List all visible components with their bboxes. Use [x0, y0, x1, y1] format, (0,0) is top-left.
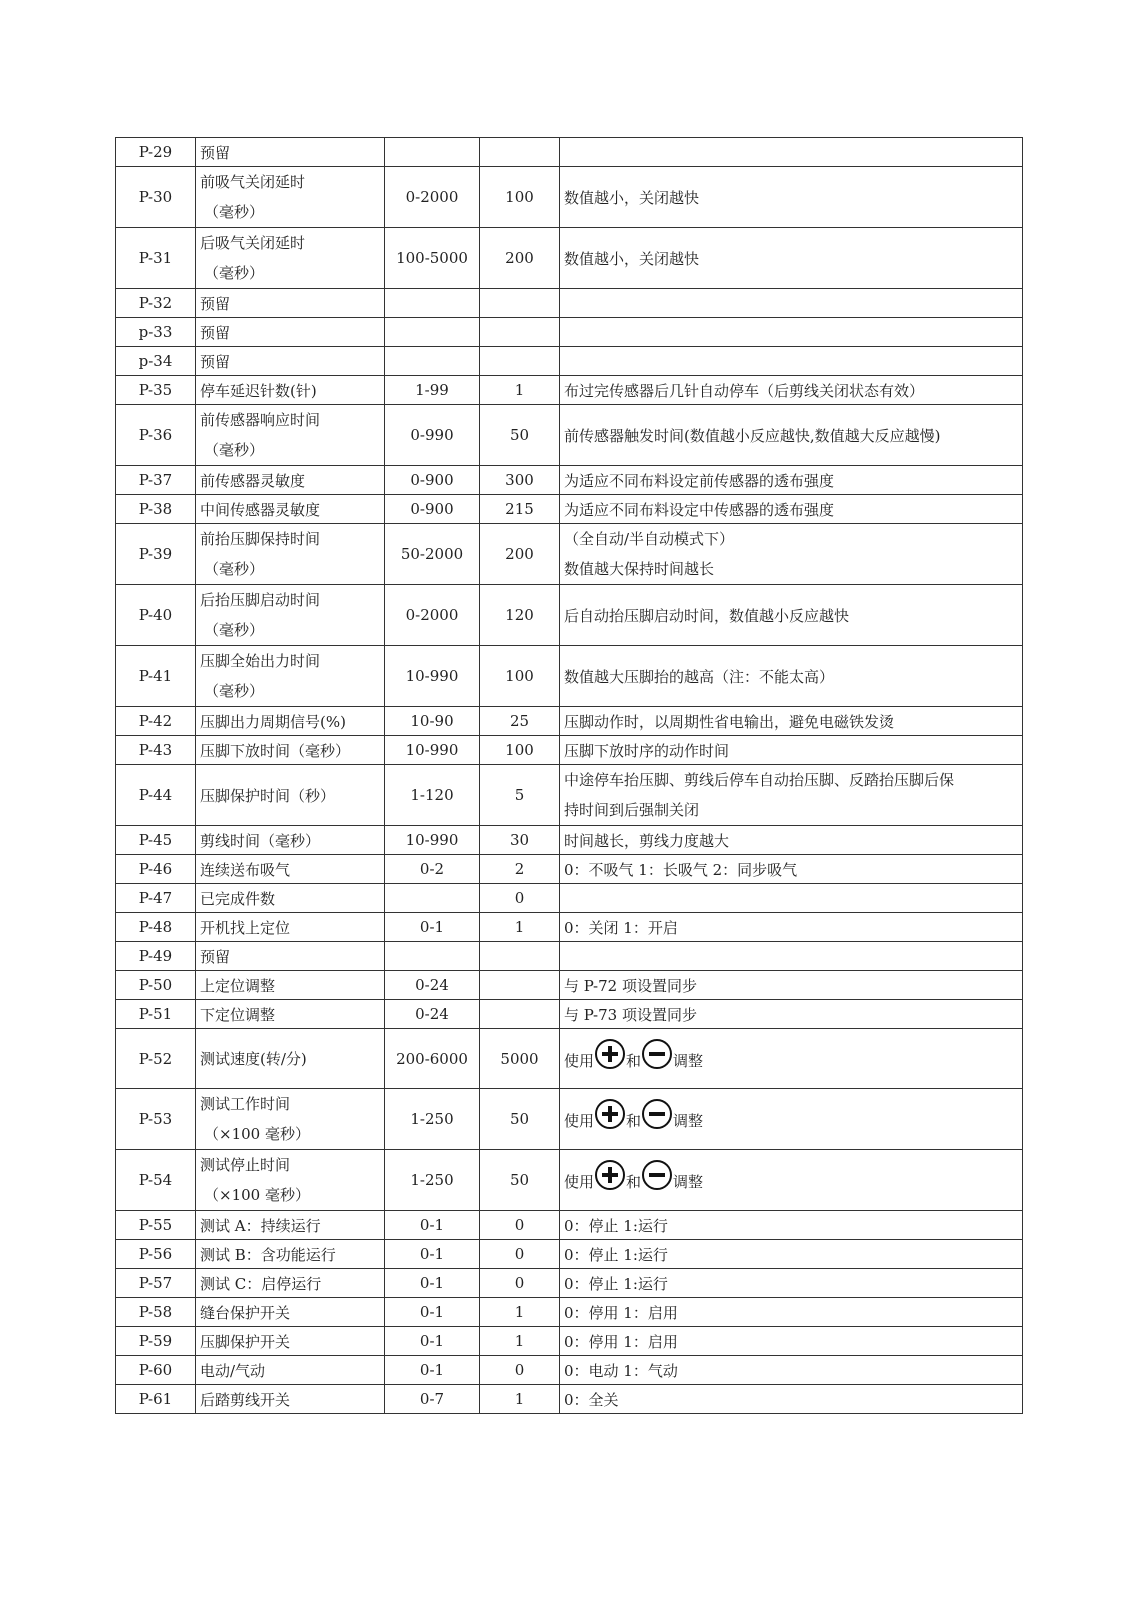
param-name-line: （×100 毫秒） [204, 1186, 310, 1204]
param-name: 后踏剪线开关 [196, 1385, 385, 1414]
param-default: 100 [480, 736, 560, 765]
param-description: 时间越长，剪线力度越大 [560, 826, 1023, 855]
param-name-line: 测试工作时间 [200, 1095, 291, 1113]
param-description [560, 1029, 1023, 1089]
param-range: 200-6000 [385, 1029, 480, 1089]
param-default: 1 [480, 1327, 560, 1356]
param-description [560, 318, 1023, 347]
minus-circle-icon [642, 1039, 672, 1069]
table-row [116, 765, 1023, 826]
param-name [196, 1150, 385, 1211]
table-row [116, 1000, 1023, 1029]
param-description: 为适应不同布料设定前传感器的透布强度 [560, 466, 1023, 495]
param-code: P-35 [116, 376, 196, 405]
param-range [385, 318, 480, 347]
param-name [196, 167, 385, 228]
parameter-table [115, 137, 1023, 1414]
param-default: 100 [480, 167, 560, 228]
param-description [560, 289, 1023, 318]
param-default: 30 [480, 826, 560, 855]
desc-text: 调整 [673, 1112, 704, 1130]
param-range: 0-2 [385, 855, 480, 884]
table-row [116, 466, 1023, 495]
param-name-line: 后抬压脚启动时间 [200, 591, 321, 609]
param-description [560, 138, 1023, 167]
table-row [116, 884, 1023, 913]
table-row [116, 495, 1023, 524]
desc-text: 和 [626, 1051, 642, 1070]
param-description: 0：停止 1:运行 [560, 1240, 1023, 1269]
param-name: 压脚保护时间（秒） [196, 765, 385, 826]
table-row [116, 971, 1023, 1000]
table-row [116, 855, 1023, 884]
param-range: 0-7 [385, 1385, 480, 1414]
param-description: 压脚下放时序的动作时间 [560, 736, 1023, 765]
param-description: 0：不吸气 1：长吸气 2：同步吸气 [560, 855, 1023, 884]
param-description: 为适应不同布料设定中传感器的透布强度 [560, 495, 1023, 524]
param-range [385, 942, 480, 971]
param-name: 连续送布吸气 [196, 855, 385, 884]
minus-circle-icon [642, 1160, 672, 1190]
param-range: 1-120 [385, 765, 480, 826]
param-code: P-40 [116, 585, 196, 646]
param-name: 前传感器灵敏度 [196, 466, 385, 495]
param-name: 停车延迟针数(针) [196, 376, 385, 405]
param-code: P-43 [116, 736, 196, 765]
param-default [480, 347, 560, 376]
param-range: 0-1 [385, 1327, 480, 1356]
param-range: 10-90 [385, 707, 480, 736]
param-code: P-50 [116, 971, 196, 1000]
param-description: 后自动抬压脚启动时间，数值越小反应越快 [560, 585, 1023, 646]
desc-text: 使用 [564, 1173, 595, 1191]
parameter-rows [116, 138, 1023, 1414]
param-default: 200 [480, 228, 560, 289]
param-default: 0 [480, 1356, 560, 1385]
param-default [480, 289, 560, 318]
param-range: 0-1 [385, 1269, 480, 1298]
param-name-line: （毫秒） [204, 203, 265, 221]
param-default: 50 [480, 1150, 560, 1211]
param-name: 压脚保护开关 [196, 1327, 385, 1356]
param-default: 1 [480, 1298, 560, 1327]
param-code: P-45 [116, 826, 196, 855]
param-default: 200 [480, 524, 560, 585]
param-description: 与 P-72 项设置同步 [560, 971, 1023, 1000]
param-code: P-44 [116, 765, 196, 826]
param-range [385, 884, 480, 913]
param-code: P-48 [116, 913, 196, 942]
param-name: 测试 A：持续运行 [196, 1211, 385, 1240]
param-description: 数值越大压脚抬的越高（注：不能太高） [560, 646, 1023, 707]
param-code: P-61 [116, 1385, 196, 1414]
param-name: 中间传感器灵敏度 [196, 495, 385, 524]
param-description [560, 347, 1023, 376]
table-row [116, 167, 1023, 228]
param-range: 100-5000 [385, 228, 480, 289]
param-description: 前传感器触发时间(数值越小反应越快,数值越大反应越慢) [560, 405, 1023, 466]
table-row [116, 1327, 1023, 1356]
desc-text: 使用 [564, 1112, 595, 1130]
param-code: P-51 [116, 1000, 196, 1029]
param-range: 1-99 [385, 376, 480, 405]
table-row [116, 707, 1023, 736]
param-default [480, 971, 560, 1000]
table-row [116, 1029, 1023, 1089]
plus-circle-icon [595, 1039, 625, 1069]
param-code: P-54 [116, 1150, 196, 1211]
param-description: 0：停用 1：启用 [560, 1298, 1023, 1327]
param-default: 120 [480, 585, 560, 646]
param-name-line: （毫秒） [204, 682, 265, 700]
param-range: 0-2000 [385, 585, 480, 646]
param-code: P-58 [116, 1298, 196, 1327]
param-name: 缝台保护开关 [196, 1298, 385, 1327]
param-range: 1-250 [385, 1150, 480, 1211]
desc-text: 使用 [564, 1051, 595, 1070]
param-description: 0：关闭 1：开启 [560, 913, 1023, 942]
param-description-line: 持时间到后强制关闭 [564, 801, 700, 819]
plus-circle-icon [595, 1099, 625, 1129]
param-name: 已完成件数 [196, 884, 385, 913]
table-row [116, 585, 1023, 646]
table-row [116, 376, 1023, 405]
param-code: P-32 [116, 289, 196, 318]
param-range [385, 347, 480, 376]
param-default: 215 [480, 495, 560, 524]
table-row [116, 736, 1023, 765]
param-default: 0 [480, 1269, 560, 1298]
param-name: 测试速度(转/分) [196, 1029, 385, 1089]
desc-text: 调整 [673, 1051, 704, 1070]
table-row [116, 1385, 1023, 1414]
param-code: P-42 [116, 707, 196, 736]
param-code: P-47 [116, 884, 196, 913]
param-code: P-49 [116, 942, 196, 971]
param-name-line: （毫秒） [204, 621, 265, 639]
plus-circle-icon [595, 1160, 625, 1190]
param-code: P-36 [116, 405, 196, 466]
param-description [560, 765, 1023, 826]
param-range: 0-900 [385, 495, 480, 524]
param-name-line: （毫秒） [204, 441, 265, 459]
param-name-line: （毫秒） [204, 560, 265, 578]
param-description: 压脚动作时，以周期性省电输出，避免电磁铁发烫 [560, 707, 1023, 736]
param-code: P-57 [116, 1269, 196, 1298]
table-row [116, 138, 1023, 167]
table-row [116, 1298, 1023, 1327]
table-row [116, 318, 1023, 347]
table-row [116, 228, 1023, 289]
table-row [116, 347, 1023, 376]
param-description [560, 884, 1023, 913]
table-row [116, 289, 1023, 318]
table-row [116, 524, 1023, 585]
param-name: 开机找上定位 [196, 913, 385, 942]
param-range: 1-250 [385, 1089, 480, 1150]
param-name [196, 524, 385, 585]
param-description-line: （全自动/半自动模式下） [564, 530, 735, 548]
param-name: 下定位调整 [196, 1000, 385, 1029]
param-description: 0：电动 1：气动 [560, 1356, 1023, 1385]
param-description-line: 中途停车抬压脚、剪线后停车自动抬压脚、反踏抬压脚后保 [564, 771, 955, 789]
param-code: P-39 [116, 524, 196, 585]
param-code: P-41 [116, 646, 196, 707]
table-row [116, 1269, 1023, 1298]
table-row [116, 1211, 1023, 1240]
param-code: p-34 [116, 347, 196, 376]
param-code: P-29 [116, 138, 196, 167]
param-name-line: 前吸气关闭延时 [200, 173, 306, 191]
param-range: 0-2000 [385, 167, 480, 228]
param-name [196, 646, 385, 707]
param-default: 1 [480, 1385, 560, 1414]
param-name-line: 后吸气关闭延时 [200, 234, 306, 252]
param-code: P-31 [116, 228, 196, 289]
param-range: 0-1 [385, 913, 480, 942]
table-row [116, 405, 1023, 466]
param-description [560, 942, 1023, 971]
param-code: P-37 [116, 466, 196, 495]
param-description: 0：停止 1:运行 [560, 1211, 1023, 1240]
param-description: 布过完传感器后几针自动停车（后剪线关闭状态有效） [560, 376, 1023, 405]
param-range [385, 138, 480, 167]
param-default: 50 [480, 405, 560, 466]
param-code: P-53 [116, 1089, 196, 1150]
param-default [480, 942, 560, 971]
param-name-line: 前传感器响应时间 [200, 411, 321, 429]
param-description: 与 P-73 项设置同步 [560, 1000, 1023, 1029]
table-row [116, 826, 1023, 855]
param-default: 0 [480, 884, 560, 913]
param-code: P-55 [116, 1211, 196, 1240]
param-range: 0-1 [385, 1211, 480, 1240]
param-range: 0-24 [385, 971, 480, 1000]
param-name-line: （×100 毫秒） [204, 1125, 310, 1143]
table-row [116, 1150, 1023, 1211]
param-code: P-60 [116, 1356, 196, 1385]
table-row [116, 913, 1023, 942]
param-default: 50 [480, 1089, 560, 1150]
param-name-line: 前抬压脚保持时间 [200, 530, 321, 548]
param-name: 预留 [196, 289, 385, 318]
param-range: 0-1 [385, 1356, 480, 1385]
table-row [116, 942, 1023, 971]
param-code: P-52 [116, 1029, 196, 1089]
param-name [196, 405, 385, 466]
minus-circle-icon [642, 1099, 672, 1129]
param-default: 300 [480, 466, 560, 495]
desc-text: 和 [626, 1112, 642, 1130]
param-name-line: 测试停止时间 [200, 1156, 291, 1174]
param-default [480, 1000, 560, 1029]
param-name [196, 228, 385, 289]
param-range: 0-24 [385, 1000, 480, 1029]
param-default: 1 [480, 376, 560, 405]
param-default: 0 [480, 1240, 560, 1269]
param-name: 测试 C：启停运行 [196, 1269, 385, 1298]
table-row [116, 1356, 1023, 1385]
param-default: 25 [480, 707, 560, 736]
desc-text: 和 [626, 1173, 642, 1191]
param-range: 0-990 [385, 405, 480, 466]
param-name: 上定位调整 [196, 971, 385, 1000]
param-code: P-59 [116, 1327, 196, 1356]
param-name: 电动/气动 [196, 1356, 385, 1385]
param-description [560, 1089, 1023, 1150]
desc-text: 调整 [673, 1173, 704, 1191]
param-name [196, 1089, 385, 1150]
param-default [480, 138, 560, 167]
param-range: 10-990 [385, 646, 480, 707]
param-range [385, 289, 480, 318]
param-description: 0：停用 1：启用 [560, 1327, 1023, 1356]
param-name: 预留 [196, 347, 385, 376]
param-range: 0-1 [385, 1298, 480, 1327]
param-default: 2 [480, 855, 560, 884]
param-code: P-30 [116, 167, 196, 228]
param-default: 1 [480, 913, 560, 942]
param-code: p-33 [116, 318, 196, 347]
param-code: P-56 [116, 1240, 196, 1269]
param-code: P-46 [116, 855, 196, 884]
param-default [480, 318, 560, 347]
param-default: 100 [480, 646, 560, 707]
param-name: 预留 [196, 318, 385, 347]
param-description: 数值越小，关闭越快 [560, 228, 1023, 289]
param-description: 数值越小，关闭越快 [560, 167, 1023, 228]
param-range: 10-990 [385, 736, 480, 765]
param-name: 压脚出力周期信号(%) [196, 707, 385, 736]
param-name: 预留 [196, 942, 385, 971]
param-range: 0-900 [385, 466, 480, 495]
table-row [116, 1240, 1023, 1269]
param-name: 压脚下放时间（毫秒） [196, 736, 385, 765]
param-range: 50-2000 [385, 524, 480, 585]
param-default: 0 [480, 1211, 560, 1240]
param-name [196, 585, 385, 646]
param-name-line: （毫秒） [204, 264, 265, 282]
param-range: 10-990 [385, 826, 480, 855]
param-description: 0：全关 [560, 1385, 1023, 1414]
table-row [116, 646, 1023, 707]
param-name: 预留 [196, 138, 385, 167]
param-description [560, 1150, 1023, 1211]
param-description [560, 524, 1023, 585]
param-default: 5 [480, 765, 560, 826]
param-name-line: 压脚全始出力时间 [200, 652, 321, 670]
param-name: 剪线时间（毫秒） [196, 826, 385, 855]
param-code: P-38 [116, 495, 196, 524]
param-default: 5000 [480, 1029, 560, 1089]
param-description: 0：停止 1:运行 [560, 1269, 1023, 1298]
param-description-line: 数值越大保持时间越长 [564, 560, 715, 578]
param-range: 0-1 [385, 1240, 480, 1269]
table-row [116, 1089, 1023, 1150]
param-name: 测试 B：含功能运行 [196, 1240, 385, 1269]
